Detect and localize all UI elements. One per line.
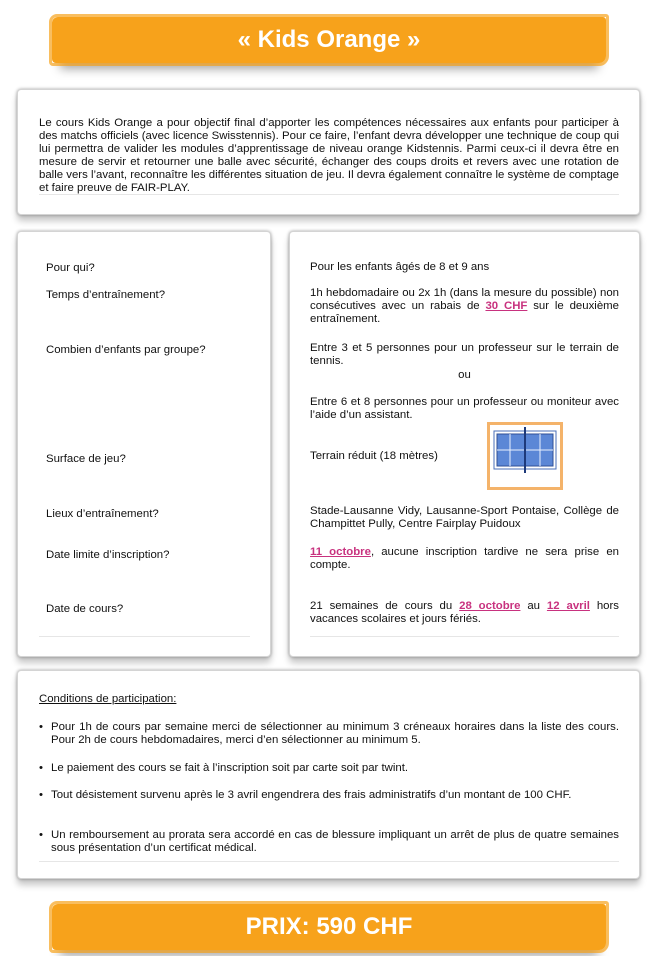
list-item [39,762,619,775]
deadline-highlight: 11 octobre [310,546,371,558]
price-label: PRIX: 590 CHF [245,913,413,940]
list-item-text: Le paiement des cours se fait à l’inscription soit par carte soit par twint. [51,762,409,774]
intro-paragraph: Le cours Kids Orange a pour objectif final d’apporter les compétences nécessaires aux enfants pour participer à des matchs officiels (avec licence Swisstennis). Pour ce faire, l’enfant devra développer une technique de coup qui lui permettra de valider les modules d’apprentissage de niveau orange Kidstennis. Parmi ceux-ci il devra être en mesure de servir et retourner une balle avec sécurité, échanger des coups droits et revers avec une rotation de balle vers l’avant, reconnaître les différentes situation de jeu. Il devra également connaître le système de comptage et faire preuve de FAIR-PLAY. [39,117,619,194]
divider [39,194,619,195]
answer-course-dates [310,600,619,626]
question-training-time: Temps d’entraînement? [46,289,166,301]
discount-highlight: 30 CHF [485,300,528,312]
intro-box [17,89,640,215]
question-surface: Surface de jeu? [46,453,126,465]
bullet-dot: • [39,721,43,733]
divider [39,636,250,637]
tennis-court-icon [487,422,563,490]
answer-group-size-1: Entre 3 et 5 personnes pour un professeur sur le terrain de tennis. [310,342,619,367]
question-who: Pour qui? [46,262,95,274]
question-group-size: Combien d’enfants par groupe? [46,344,206,356]
answer-or: ou [458,369,471,381]
list-item-text: Un remboursement au prorata sera accordé en cas de blessure impliquant un arrêt de plus de quatre semaines sous présentation d’un certificat médical. [51,829,619,854]
answer-surface: Terrain réduit (18 mètres) [310,450,438,462]
answer-text: , aucune inscription tardive ne sera prise en compte. [310,546,619,571]
answer-deadline [310,546,619,572]
price-banner [52,904,606,950]
question-course-dates: Date de cours? [46,603,124,615]
list-item [39,721,619,747]
answer-group-size-2: Entre 6 et 8 personnes pour un professeur ou moniteur avec l’aide d’un assistant. [310,396,619,421]
answer-locations: Stade-Lausanne Vidy, Lausanne-Sport Pontaise, Collège de Champittet Pully, Centre Fairplay Puidoux [310,505,619,530]
title-banner [52,17,606,63]
list-item-text: Tout désistement survenu après le 3 avril engendrera des frais administratifs d’un montant de 100 CHF. [51,789,572,801]
question-locations: Lieux d’entraînement? [46,508,159,520]
bullet-dot: • [39,829,43,841]
answer-text: au [520,600,547,612]
answer-text: hors vacances scolaires et jours fériés. [310,600,619,625]
start-date-highlight: 28 octobre [459,600,521,612]
answer-training-time [310,287,619,326]
divider [310,636,619,637]
bullet-dot: • [39,789,43,801]
bullet-dot: • [39,762,43,774]
list-item [39,829,619,855]
conditions-title: Conditions de participation: [39,693,177,705]
list-item-text: Pour 1h de cours par semaine merci de sélectionner au minimum 3 créneaux horaires dans la liste des cours. Pour 2h de cours hebdomadaires, merci d’en sélectionner au minimum 5. [51,721,619,746]
page-title: « Kids Orange » [237,26,421,53]
answer-who: Pour les enfants âgés de 8 et 9 ans [310,261,490,273]
list-item [39,789,619,802]
end-date-highlight: 12 avril [546,600,590,612]
answer-text: sur le deuxième entraînement. [310,300,619,325]
answer-text: 21 semaines de cours du [310,600,460,612]
answers-box [289,231,640,657]
answer-text: 1h hebdomadaire ou 2x 1h (dans la mesure du possible) non consécutives avec un rabais de [310,287,619,312]
question-deadline: Date limite d’inscription? [46,549,170,561]
divider [39,861,619,862]
questions-box [17,231,271,657]
conditions-box [17,670,640,879]
